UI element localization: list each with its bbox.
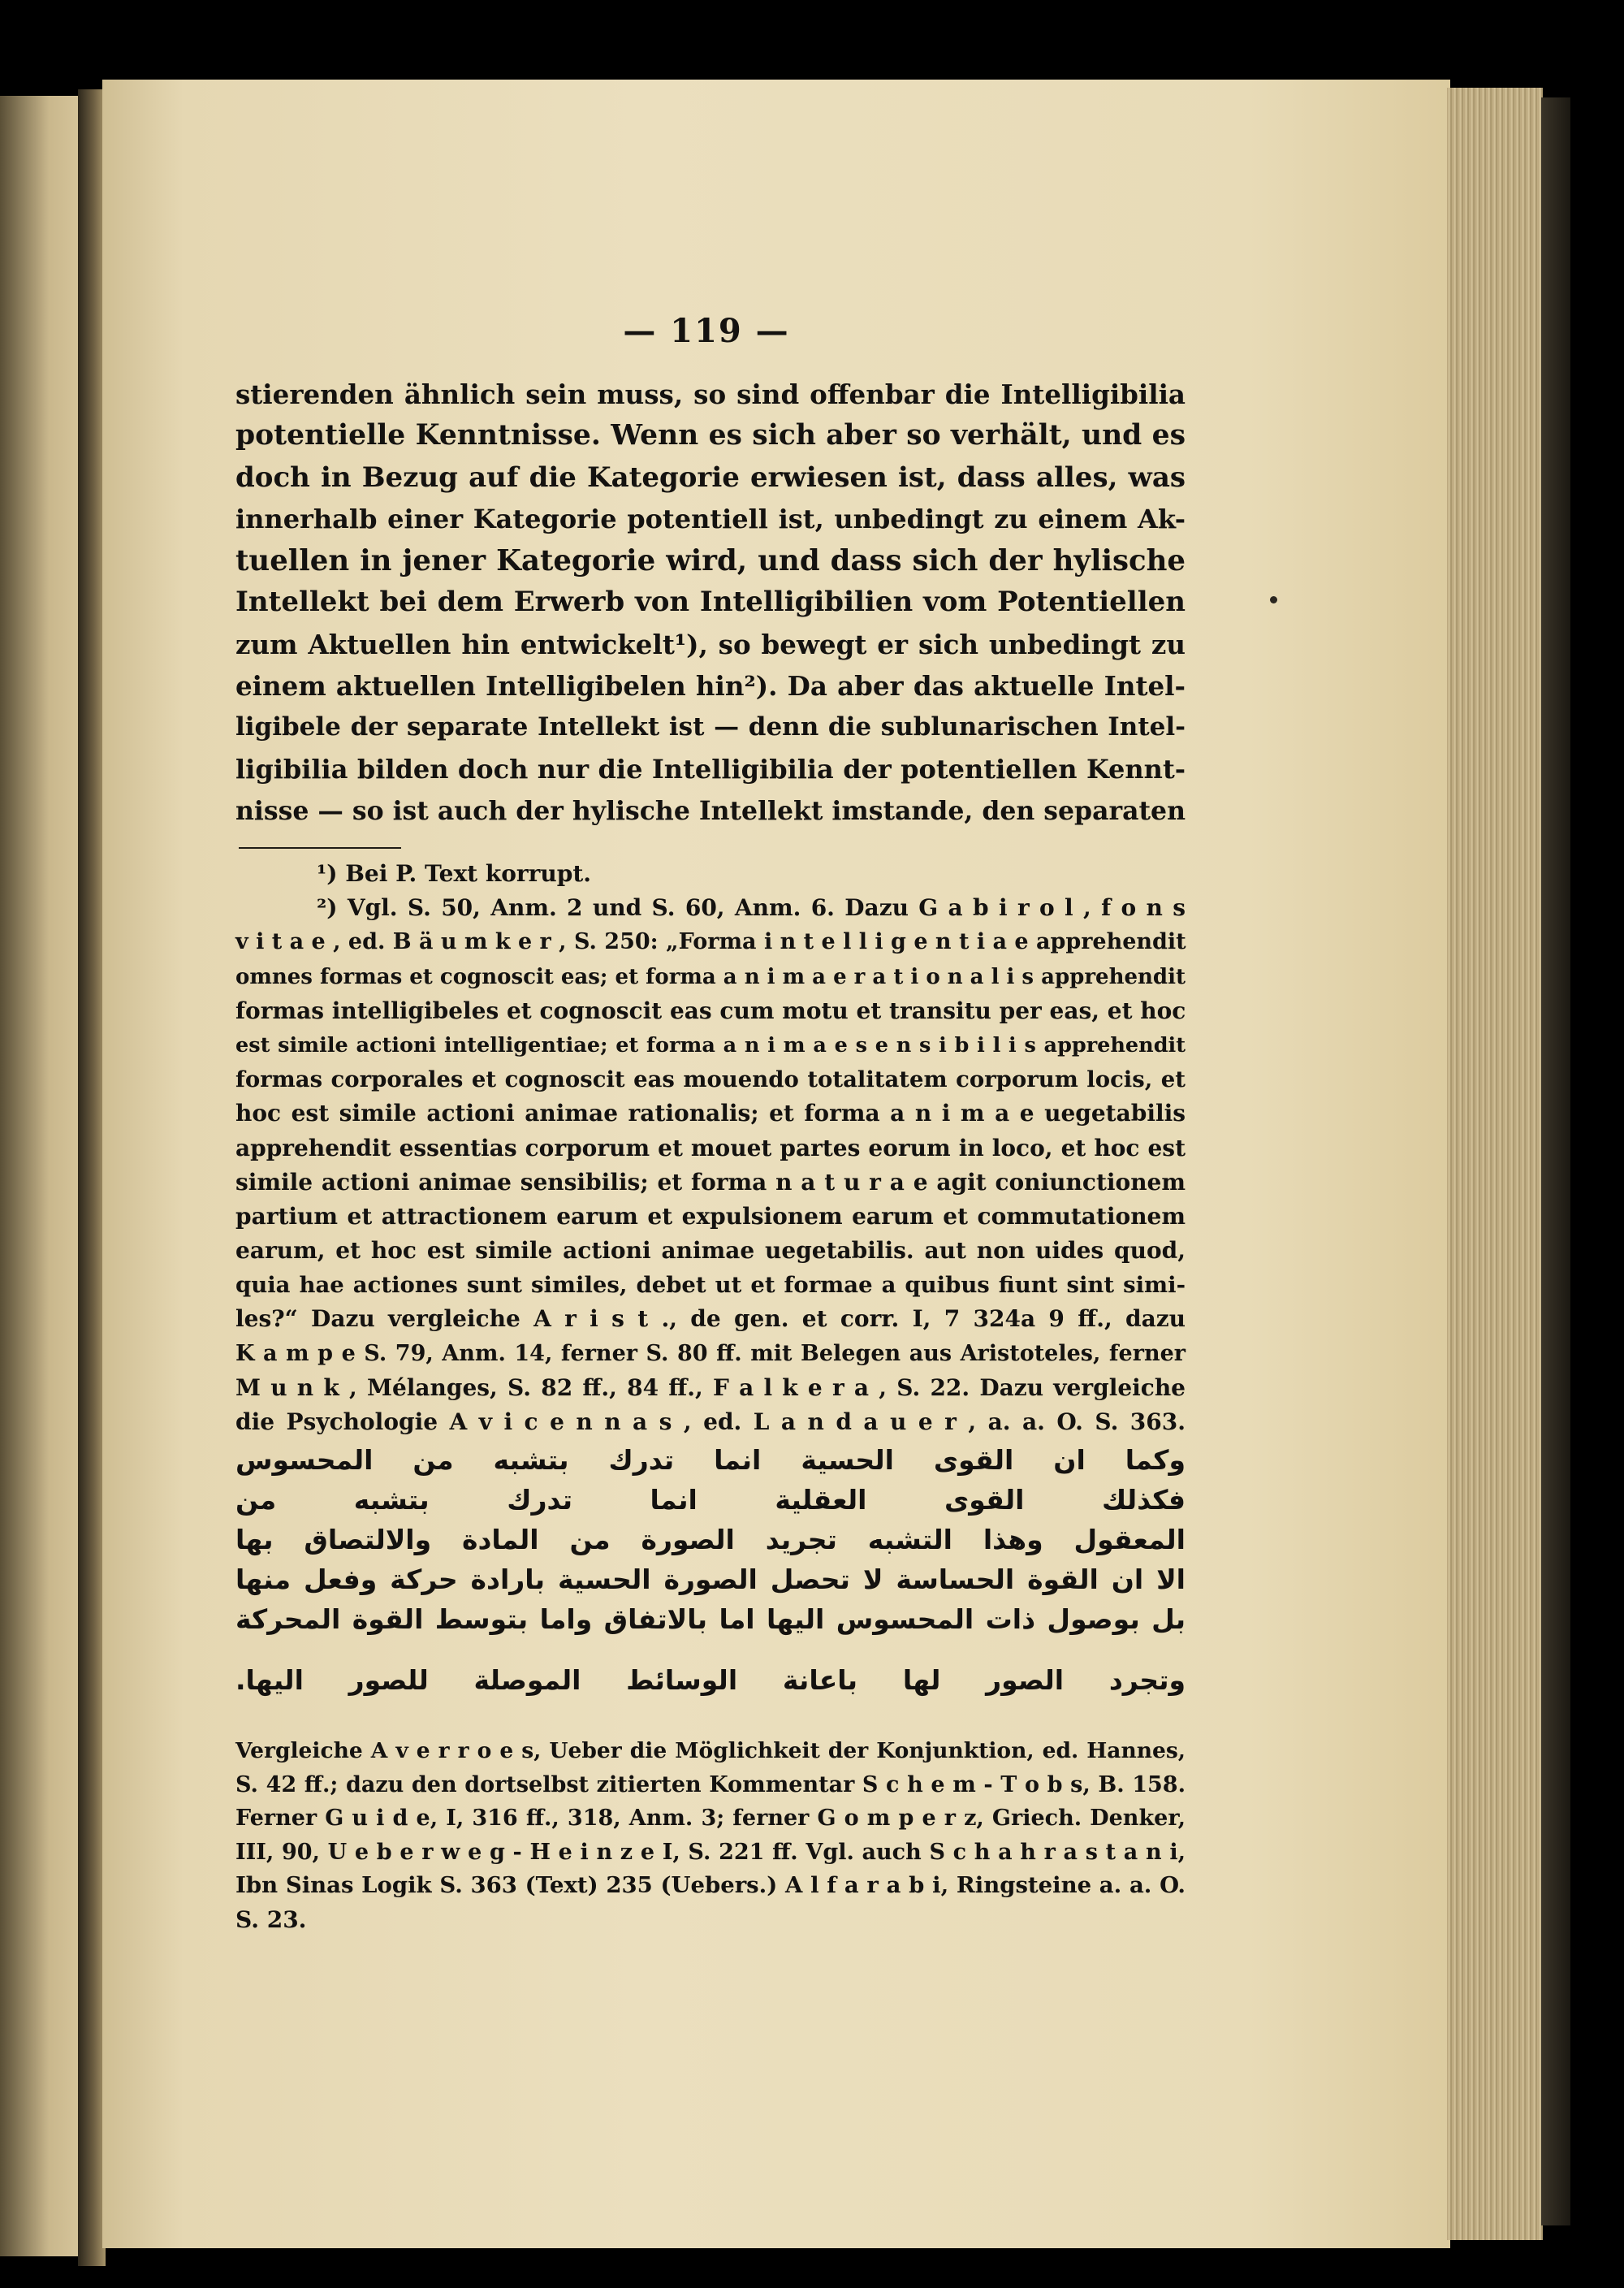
arabic-line: المعقول وهذا التشبه تجريد الصورة من المادة والالتصاق بها xyxy=(235,1524,1186,1555)
text-line: ligibilia bilden doch nur die Intelligibilia der potentiellen Kennt- xyxy=(235,753,1186,785)
footnote-line: omnes formas et cognoscit eas; et forma a n i m a e r a t i o n a l i s apprehendit xyxy=(235,964,1186,989)
arabic-line: الا ان القوة الحساسة لا تحصل الصورة الحسية بارادة حركة وفعل منها xyxy=(235,1564,1186,1595)
arabic-quotation xyxy=(235,1440,1186,1700)
footnote-line: formas intelligibeles et cognoscit eas cum motu et transitu per eas, et hoc xyxy=(235,997,1186,1024)
footnote-line: Ibn Sinas Logik S. 363 (Text) 235 (Uebers.) A l f a r a b i, Ringsteine a. a. O. xyxy=(235,1872,1186,1898)
footnote-line: M u n k , Mélanges, S. 82 ff., 84 ff., F a l k e r a , S. 22. Dazu vergleiche xyxy=(235,1373,1186,1401)
footnote-continuation xyxy=(235,1734,1186,1936)
page-stack-edge xyxy=(1447,88,1543,2240)
footnote-line: K a m p e S. 79, Anm. 14, ferner S. 80 ff. mit Belegen aus Aristoteles, ferner xyxy=(235,1340,1186,1366)
main-text xyxy=(235,374,1186,832)
text-line: ligibele der separate Intellekt ist — denn die sublunarischen Intel- xyxy=(235,712,1186,742)
text-line: innerhalb einer Kategorie potentiell ist, unbedingt zu einem Ak- xyxy=(235,503,1186,534)
left-page-edge xyxy=(0,96,81,2256)
arabic-line: وكما ان القوى الحسية انما تدرك بتشبه من المحسوس xyxy=(235,1444,1186,1476)
footnote-line: v i t a e , ed. B ä u m k e r , S. 250: „Forma i n t e l l i g e n t i a e apprehendit xyxy=(235,929,1186,955)
footnotes xyxy=(235,857,1186,1439)
footnote-line: earum, et hoc est simile actioni animae uegetabilis. aut non uides quod, xyxy=(235,1237,1186,1265)
footnote-line: Ferner G u i d e, I, 316 ff., 318, Anm. 3; ferner G o m p e r z, Griech. Denker, xyxy=(235,1806,1186,1831)
text-line: Intellekt bei dem Erwerb von Intelligibilien vom Potentiellen xyxy=(235,586,1186,619)
footnote-line: ²) Vgl. S. 50, Anm. 2 und S. 60, Anm. 6. Dazu G a b i r o l , f o n s xyxy=(317,894,1186,922)
footnote-line: partium et attractionem earum et expulsionem earum et commutationem xyxy=(235,1202,1186,1230)
margin-mark xyxy=(1270,596,1277,603)
text-line: potentielle Kenntnisse. Wenn es sich aber so verhält, und es xyxy=(235,419,1186,452)
book-cover-edge xyxy=(1541,97,1570,2225)
arabic-line: بل بوصول ذات المحسوس اليها اما بالاتفاق واما بتوسط القوة المحركة xyxy=(235,1603,1186,1635)
footnote-line: est simile actioni intelligentiae; et forma a n i m a e s e n s i b i l i s apprehendit xyxy=(235,1032,1186,1057)
footnote-line: quia hae actiones sunt similes, debet ut et formae a quibus fiunt sint simi- xyxy=(235,1272,1186,1299)
text-line: nisse — so ist auch der hylische Intellekt imstande, den separaten xyxy=(235,795,1186,826)
text-line: einem aktuellen Intelligibelen hin²). Da aber das aktuelle Intel- xyxy=(235,670,1186,703)
footnote-line: S. 23. xyxy=(235,1905,307,1933)
text-line: tuellen in jener Kategorie wird, und dass sich der hylische xyxy=(235,544,1186,578)
footnote-line: formas corporales et cognoscit eas mouendo totalitatem corporum locis, et xyxy=(235,1066,1186,1093)
footnote-line: ¹) Bei P. Text korrupt. xyxy=(317,860,592,887)
book-gutter xyxy=(78,89,106,2266)
footnote-line: hoc est simile actioni animae rationalis; et forma a n i m a e uegetabilis xyxy=(235,1100,1186,1127)
page-number: — 119 — xyxy=(623,312,790,350)
arabic-line: فكذلك القوى العقلية انما تدرك بتشبه من xyxy=(235,1484,1186,1516)
text-line: zum Aktuellen hin entwickelt¹), so bewegt er sich unbedingt zu xyxy=(235,628,1186,660)
arabic-line: وتجرد الصور لها باعانة الوسائط الموصلة للصور اليها. xyxy=(235,1664,1186,1696)
footnote-line: die Psychologie A v i c e n n a s , ed. L a n d a u e r , a. a. O. S. 363. xyxy=(235,1408,1186,1435)
footnote-line: S. 42 ff.; dazu den dortselbst zitierten Kommentar S c h e m - T o b s, B. 158. xyxy=(235,1771,1186,1797)
footnote-line: III, 90, U e b e r w e g - H e i n z e I, S. 221 ff. Vgl. auch S c h a h r a s t a n i, xyxy=(235,1839,1186,1865)
footnote-line: simile actioni animae sensibilis; et forma n a t u r a e agit coniunctionem xyxy=(235,1168,1186,1196)
footnote-line: apprehendit essentias corporum et mouet partes eorum in loco, et hoc est xyxy=(235,1134,1186,1161)
footnote-line: les?“ Dazu vergleiche A r i s t ., de gen. et corr. I, 7 324a 9 ff., dazu xyxy=(235,1305,1186,1333)
text-line: stierenden ähnlich sein muss, so sind offenbar die Intelligibilia xyxy=(235,378,1186,410)
footnote-line: Vergleiche A v e r r o e s, Ueber die Möglichkeit der Konjunktion, ed. Hannes, xyxy=(235,1738,1186,1763)
text-line: doch in Bezug auf die Kategorie erwiesen ist, dass alles, was xyxy=(235,461,1186,494)
footnote-rule xyxy=(239,847,401,849)
